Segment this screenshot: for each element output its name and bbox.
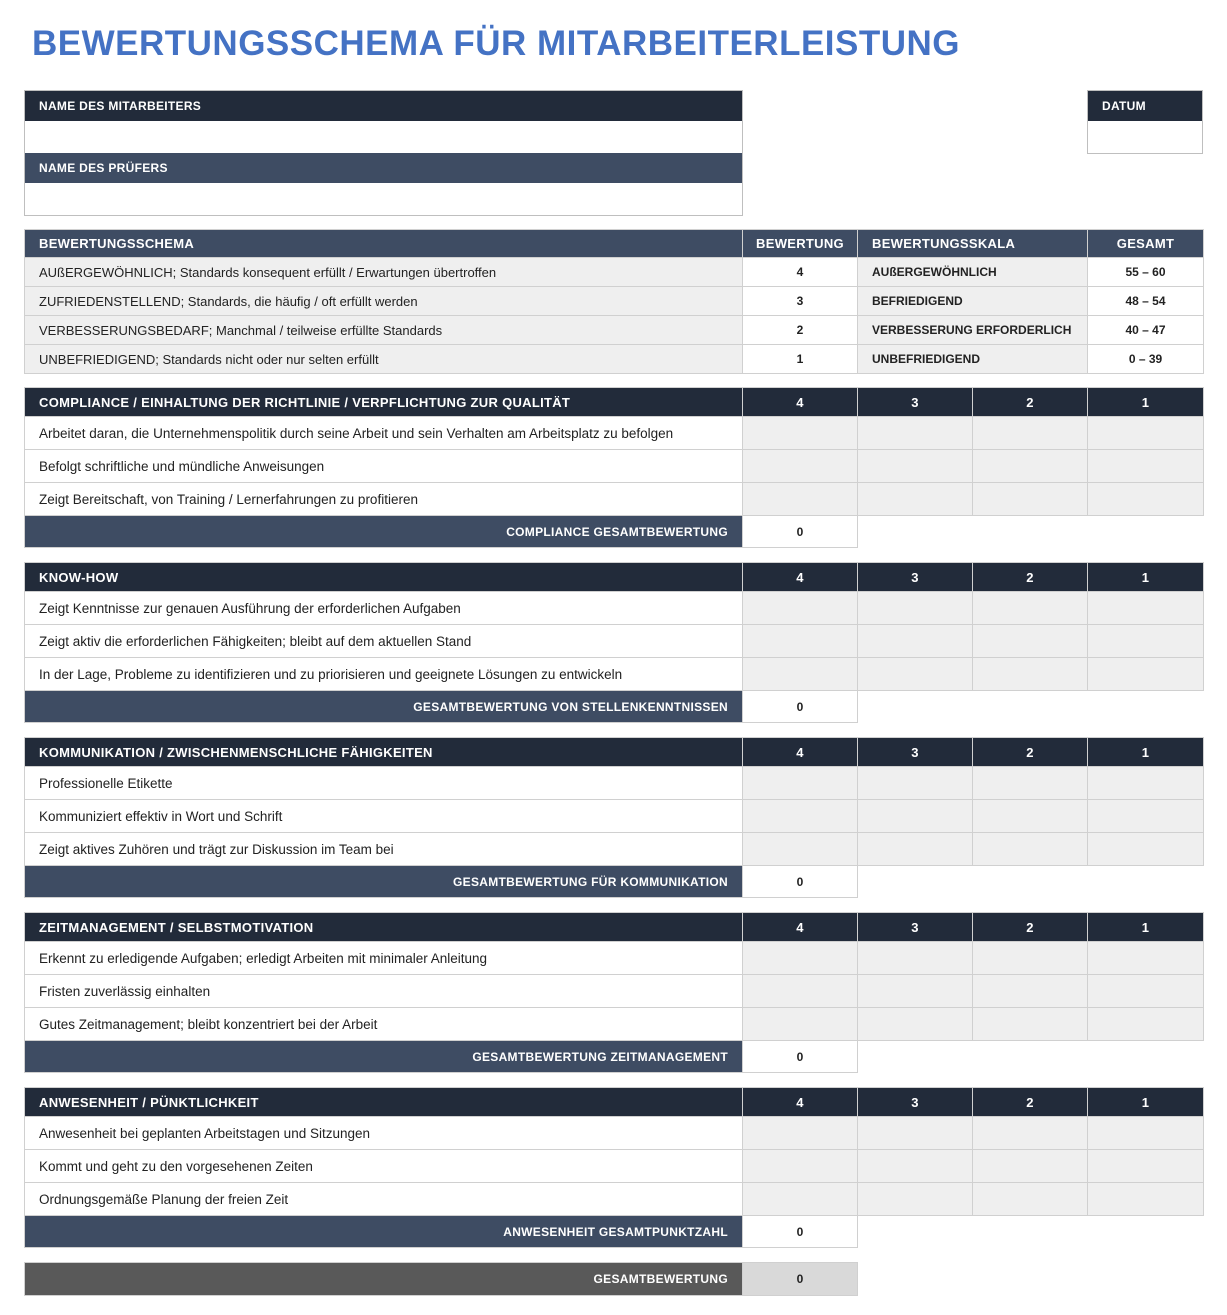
criterion-row (25, 800, 1204, 833)
scheme-total-range: 0 – 39 (1088, 345, 1204, 374)
score-column-header: 3 (858, 738, 973, 767)
score-cell[interactable] (743, 625, 858, 658)
criterion-row (25, 1008, 1204, 1041)
criterion-row (25, 833, 1204, 866)
date-field[interactable] (1088, 121, 1202, 153)
score-cell[interactable] (743, 417, 858, 450)
score-cell[interactable] (858, 625, 973, 658)
score-column-header: 2 (973, 913, 1088, 942)
score-cell[interactable] (1088, 1150, 1204, 1183)
criterion-label: Ordnungsgemäße Planung der freien Zeit (25, 1183, 743, 1216)
time-management-section (24, 912, 1204, 1073)
criterion-label: Fristen zuverlässig einhalten (25, 975, 743, 1008)
score-column-header: 2 (973, 1088, 1088, 1117)
criterion-row (25, 1183, 1204, 1216)
rating-scheme-header (25, 230, 1204, 258)
scheme-row (25, 316, 1204, 345)
criterion-label: Kommuniziert effektiv in Wort und Schrift (25, 800, 743, 833)
section-total-label: GESAMTBEWERTUNG VON STELLENKENNTNISSEN (25, 691, 743, 723)
score-column-header: 4 (743, 563, 858, 592)
rating-scheme-table (24, 229, 1204, 374)
score-column-header: 4 (743, 738, 858, 767)
score-cell[interactable] (973, 1117, 1088, 1150)
compliance-section (24, 387, 1204, 548)
section-total-spacer (858, 1216, 1204, 1248)
criterion-label: Zeigt Bereitschaft, von Training / Lernerfahrungen zu profitieren (25, 483, 743, 516)
criterion-label: Zeigt aktiv die erforderlichen Fähigkeiten; bleibt auf dem aktuellen Stand (25, 625, 743, 658)
criterion-label: Zeigt Kenntnisse zur genauen Ausführung der erforderlichen Aufgaben (25, 592, 743, 625)
section-title: COMPLIANCE / EINHALTUNG DER RICHTLINIE / VERPFLICHTUNG ZUR QUALITÄT (25, 388, 743, 417)
criterion-row (25, 658, 1204, 691)
score-cell[interactable] (973, 1150, 1088, 1183)
employee-info-box (24, 90, 743, 216)
date-label: DATUM (1088, 91, 1202, 121)
section-total-row (25, 516, 1204, 548)
section-header (25, 1088, 1204, 1117)
score-cell[interactable] (743, 1008, 858, 1041)
score-cell[interactable] (973, 975, 1088, 1008)
score-column-header: 4 (743, 1088, 858, 1117)
score-cell[interactable] (858, 1150, 973, 1183)
grand-total-label: GESAMTBEWERTUNG (25, 1263, 743, 1296)
score-cell[interactable] (1088, 483, 1204, 516)
score-cell[interactable] (858, 833, 973, 866)
scheme-scale: AUßERGEWÖHNLICH (858, 258, 1088, 287)
score-cell[interactable] (858, 1183, 973, 1216)
score-cell[interactable] (743, 800, 858, 833)
scheme-description: ZUFRIEDENSTELLEND; Standards, die häufig / oft erfüllt werden (25, 287, 743, 316)
section-title: KOMMUNIKATION / ZWISCHENMENSCHLICHE FÄHIGKEITEN (25, 738, 743, 767)
section-total-spacer (858, 516, 1204, 548)
score-cell[interactable] (973, 767, 1088, 800)
section-total-label: COMPLIANCE GESAMTBEWERTUNG (25, 516, 743, 548)
employee-name-label: NAME DES MITARBEITERS (25, 91, 742, 121)
section-title: ANWESENHEIT / PÜNKTLICHKEIT (25, 1088, 743, 1117)
employee-name-field[interactable] (25, 121, 742, 153)
score-cell[interactable] (973, 833, 1088, 866)
section-total-spacer (858, 691, 1204, 723)
page-title: BEWERTUNGSSCHEMA FÜR MITARBEITERLEISTUNG (32, 24, 961, 63)
section-total-value: 0 (743, 691, 858, 723)
score-cell[interactable] (1088, 1183, 1204, 1216)
know-how-section (24, 562, 1204, 723)
scheme-description: AUßERGEWÖHNLICH; Standards konsequent erfüllt / Erwartungen übertroffen (25, 258, 743, 287)
score-cell[interactable] (973, 658, 1088, 691)
attendance-section (24, 1087, 1204, 1248)
scheme-scale: BEFRIEDIGEND (858, 287, 1088, 316)
scheme-rating: 3 (743, 287, 858, 316)
criterion-row (25, 625, 1204, 658)
criterion-label: Kommt und geht zu den vorgesehenen Zeiten (25, 1150, 743, 1183)
score-column-header: 1 (1088, 563, 1204, 592)
score-cell[interactable] (1088, 833, 1204, 866)
score-cell[interactable] (1088, 417, 1204, 450)
score-cell[interactable] (858, 658, 973, 691)
section-total-value: 0 (743, 866, 858, 898)
score-cell[interactable] (973, 417, 1088, 450)
criterion-label: Erkennt zu erledigende Aufgaben; erledigt Arbeiten mit minimaler Anleitung (25, 942, 743, 975)
score-cell[interactable] (1088, 658, 1204, 691)
score-cell[interactable] (1088, 942, 1204, 975)
scheme-rating: 1 (743, 345, 858, 374)
score-cell[interactable] (858, 800, 973, 833)
scheme-total-range: 40 – 47 (1088, 316, 1204, 345)
total-header-label: GESAMT (1088, 230, 1204, 258)
score-cell[interactable] (743, 1117, 858, 1150)
section-header (25, 388, 1204, 417)
score-column-header: 1 (1088, 388, 1204, 417)
scheme-scale: VERBESSERUNG ERFORDERLICH (858, 316, 1088, 345)
score-column-header: 4 (743, 388, 858, 417)
criterion-label: Anwesenheit bei geplanten Arbeitstagen und Sitzungen (25, 1117, 743, 1150)
scheme-description: VERBESSERUNGSBEDARF; Manchmal / teilweise erfüllte Standards (25, 316, 743, 345)
grand-total-value: 0 (743, 1263, 858, 1296)
scale-header-label: BEWERTUNGSSKALA (858, 230, 1088, 258)
criterion-label: Befolgt schriftliche und mündliche Anweisungen (25, 450, 743, 483)
section-total-row (25, 1041, 1204, 1073)
score-cell[interactable] (858, 1008, 973, 1041)
criterion-row (25, 975, 1204, 1008)
scheme-row (25, 258, 1204, 287)
scheme-total-range: 48 – 54 (1088, 287, 1204, 316)
score-cell[interactable] (1088, 592, 1204, 625)
scheme-row (25, 287, 1204, 316)
score-cell[interactable] (973, 1183, 1088, 1216)
score-cell[interactable] (1088, 767, 1204, 800)
score-cell[interactable] (858, 767, 973, 800)
criterion-row (25, 417, 1204, 450)
criterion-label: Zeigt aktives Zuhören und trägt zur Diskussion im Team bei (25, 833, 743, 866)
score-cell[interactable] (1088, 975, 1204, 1008)
score-column-header: 3 (858, 563, 973, 592)
score-cell[interactable] (743, 767, 858, 800)
score-cell[interactable] (743, 483, 858, 516)
section-header (25, 738, 1204, 767)
score-column-header: 1 (1088, 738, 1204, 767)
scheme-row (25, 345, 1204, 374)
grand-total-row (24, 1262, 858, 1296)
reviewer-name-field[interactable] (25, 183, 742, 215)
score-cell[interactable] (1088, 450, 1204, 483)
section-total-spacer (858, 1041, 1204, 1073)
score-cell[interactable] (858, 450, 973, 483)
criterion-row (25, 942, 1204, 975)
score-cell[interactable] (743, 1183, 858, 1216)
score-column-header: 3 (858, 913, 973, 942)
score-column-header: 2 (973, 388, 1088, 417)
section-total-label: GESAMTBEWERTUNG ZEITMANAGEMENT (25, 1041, 743, 1073)
score-cell[interactable] (973, 625, 1088, 658)
score-column-header: 2 (973, 563, 1088, 592)
criterion-row (25, 483, 1204, 516)
scheme-scale: UNBEFRIEDIGEND (858, 345, 1088, 374)
score-cell[interactable] (973, 1008, 1088, 1041)
section-total-row (25, 866, 1204, 898)
score-cell[interactable] (973, 450, 1088, 483)
score-column-header: 3 (858, 388, 973, 417)
criterion-label: Gutes Zeitmanagement; bleibt konzentriert bei der Arbeit (25, 1008, 743, 1041)
section-total-value: 0 (743, 516, 858, 548)
rating-header-label: BEWERTUNG (743, 230, 858, 258)
score-column-header: 1 (1088, 913, 1204, 942)
communication-section (24, 737, 1204, 898)
score-cell[interactable] (858, 942, 973, 975)
score-cell[interactable] (743, 592, 858, 625)
criterion-row (25, 592, 1204, 625)
score-cell[interactable] (973, 592, 1088, 625)
section-total-value: 0 (743, 1041, 858, 1073)
score-column-header: 2 (973, 738, 1088, 767)
score-cell[interactable] (858, 483, 973, 516)
section-total-label: ANWESENHEIT GESAMTPUNKTZAHL (25, 1216, 743, 1248)
score-cell[interactable] (1088, 625, 1204, 658)
score-cell[interactable] (858, 1117, 973, 1150)
section-title: KNOW-HOW (25, 563, 743, 592)
section-total-label: GESAMTBEWERTUNG FÜR KOMMUNIKATION (25, 866, 743, 898)
criterion-row (25, 450, 1204, 483)
criterion-label: In der Lage, Probleme zu identifizieren und zu priorisieren und geeignete Lösungen zu entwickeln (25, 658, 743, 691)
scheme-rating: 4 (743, 258, 858, 287)
score-cell[interactable] (743, 658, 858, 691)
score-cell[interactable] (743, 450, 858, 483)
score-cell[interactable] (743, 833, 858, 866)
criterion-row (25, 767, 1204, 800)
score-cell[interactable] (973, 942, 1088, 975)
date-box (1087, 90, 1203, 154)
score-cell[interactable] (858, 417, 973, 450)
criterion-row (25, 1117, 1204, 1150)
reviewer-name-label: NAME DES PRÜFERS (25, 153, 742, 183)
score-column-header: 4 (743, 913, 858, 942)
criterion-row (25, 1150, 1204, 1183)
criterion-label: Professionelle Etikette (25, 767, 743, 800)
section-title: ZEITMANAGEMENT / SELBSTMOTIVATION (25, 913, 743, 942)
score-cell[interactable] (743, 1150, 858, 1183)
criterion-label: Arbeitet daran, die Unternehmenspolitik durch seine Arbeit und sein Verhalten am Arbeitsplatz zu befolgen (25, 417, 743, 450)
score-cell[interactable] (1088, 1008, 1204, 1041)
scheme-header-label: BEWERTUNGSSCHEMA (25, 230, 743, 258)
score-column-header: 1 (1088, 1088, 1204, 1117)
scheme-description: UNBEFRIEDIGEND; Standards nicht oder nur selten erfüllt (25, 345, 743, 374)
section-total-spacer (858, 866, 1204, 898)
score-column-header: 3 (858, 1088, 973, 1117)
section-header (25, 913, 1204, 942)
score-cell[interactable] (858, 975, 973, 1008)
section-header (25, 563, 1204, 592)
score-cell[interactable] (743, 942, 858, 975)
scheme-total-range: 55 – 60 (1088, 258, 1204, 287)
scheme-rating: 2 (743, 316, 858, 345)
section-total-row (25, 1216, 1204, 1248)
section-total-value: 0 (743, 1216, 858, 1248)
score-cell[interactable] (973, 483, 1088, 516)
score-cell[interactable] (1088, 800, 1204, 833)
score-cell[interactable] (973, 800, 1088, 833)
section-total-row (25, 691, 1204, 723)
score-cell[interactable] (1088, 1117, 1204, 1150)
score-cell[interactable] (743, 975, 858, 1008)
score-cell[interactable] (858, 592, 973, 625)
